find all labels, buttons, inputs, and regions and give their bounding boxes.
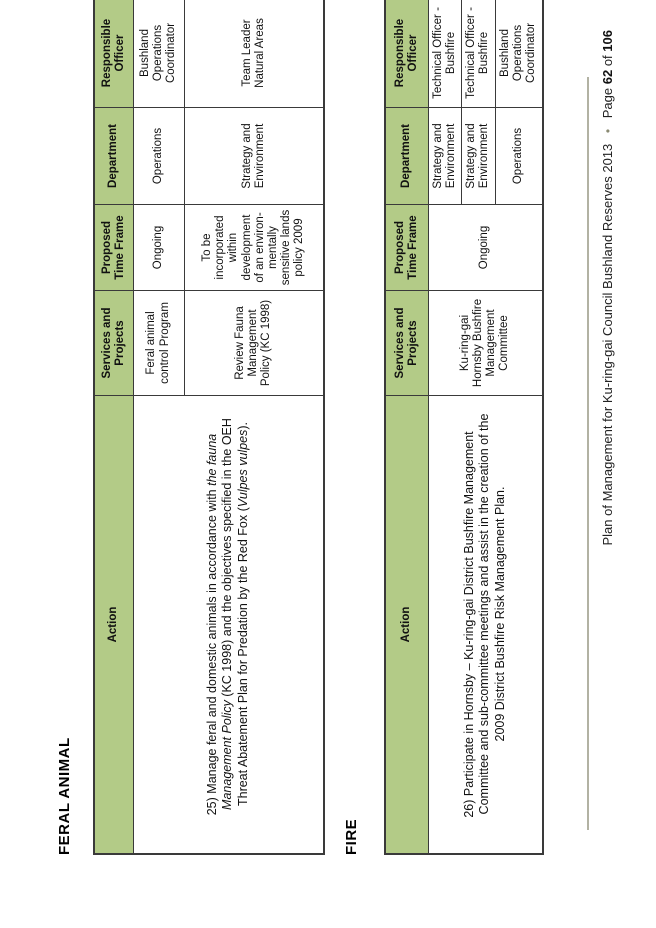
officer-cell: Bushland Operations Coordinator bbox=[495, 0, 542, 108]
time-frame-cell: Ongoing bbox=[133, 205, 184, 291]
header-cell-officer: Responsible Officer bbox=[94, 0, 133, 108]
department-cell: Strategy and Environment bbox=[184, 108, 324, 205]
action-text-26: 26) Participate in Hornsby – Ku-ring-gai District Bushfire Management Committee and sub-committee meetings and assist in the creation of the 2009 District Bushfire Risk Management Plan. bbox=[461, 413, 507, 818]
footer-total-pages: 106 bbox=[599, 30, 615, 52]
header-cell-time-frame: Proposed Time Frame bbox=[385, 205, 428, 291]
table-row bbox=[428, 0, 461, 854]
action-number: 26) bbox=[461, 799, 476, 818]
header-cell-action: Action bbox=[385, 396, 428, 855]
header-cell-department: Department bbox=[94, 108, 133, 205]
footer-doc-title: Plan of Management for Ku-ring-gai Council Bushland Reserves 2013 bbox=[599, 143, 615, 546]
footer-bullet-icon: • bbox=[600, 128, 615, 134]
header-cell-time-frame: Proposed Time Frame bbox=[94, 205, 133, 291]
table-row bbox=[133, 0, 184, 854]
officer-cell: Bushland Operations Coordinator bbox=[133, 0, 184, 108]
footer-page-number: 62 bbox=[599, 69, 615, 85]
footer-divider bbox=[587, 77, 589, 830]
time-frame-cell: Ongoing bbox=[428, 205, 543, 291]
department-cell: Operations bbox=[133, 108, 184, 205]
section-heading-fire: FIRE bbox=[343, 818, 360, 855]
fire-table-header-row bbox=[385, 0, 428, 854]
footer-of-word: of bbox=[599, 55, 615, 67]
action-cell-25 bbox=[133, 396, 324, 855]
services-cell: Feral animal control Program bbox=[133, 291, 184, 396]
department-cell: Strategy and Environment bbox=[461, 108, 495, 205]
fire-table bbox=[384, 0, 544, 855]
officer-cell: Team Leader Natural Areas bbox=[184, 0, 324, 108]
header-cell-department: Department bbox=[385, 108, 428, 205]
header-cell-officer: Responsible Officer bbox=[385, 0, 428, 108]
page-footer bbox=[600, 30, 615, 855]
department-cell: Strategy and Environment bbox=[428, 108, 461, 205]
feral-animal-table bbox=[93, 0, 325, 855]
time-frame-cell: To be incorporated within development of an environ-mentally sensitive lands policy 2009 bbox=[184, 205, 324, 291]
section-heading-feral-animal: FERAL ANIMAL bbox=[56, 737, 73, 855]
footer-page-word: Page bbox=[599, 87, 615, 119]
feral-animal-table-header-row bbox=[94, 0, 133, 854]
header-cell-services: Services and Projects bbox=[94, 291, 133, 396]
services-cell: Ku-ring-gai Hornsby Bushfire Management Committee bbox=[428, 291, 543, 396]
action-number: 25) bbox=[204, 797, 219, 816]
department-cell: Operations bbox=[495, 108, 542, 205]
services-cell: Review Fauna Management Policy (KC 1998) bbox=[184, 291, 324, 396]
action-text-25: 25) Manage feral and domestic animals in accordance with the fauna Management Policy (KC 1998) and the objectives specified in the OEH Threat Abatement Plan for Predation by the Red Fox (Vulpes vulpes). bbox=[204, 418, 251, 816]
action-cell-26 bbox=[428, 396, 543, 855]
header-cell-action: Action bbox=[94, 396, 133, 855]
officer-cell: Technical Officer - Bushfire bbox=[428, 0, 461, 108]
officer-cell: Technical Officer - Bushfire bbox=[461, 0, 495, 108]
header-cell-services: Services and Projects bbox=[385, 291, 428, 396]
